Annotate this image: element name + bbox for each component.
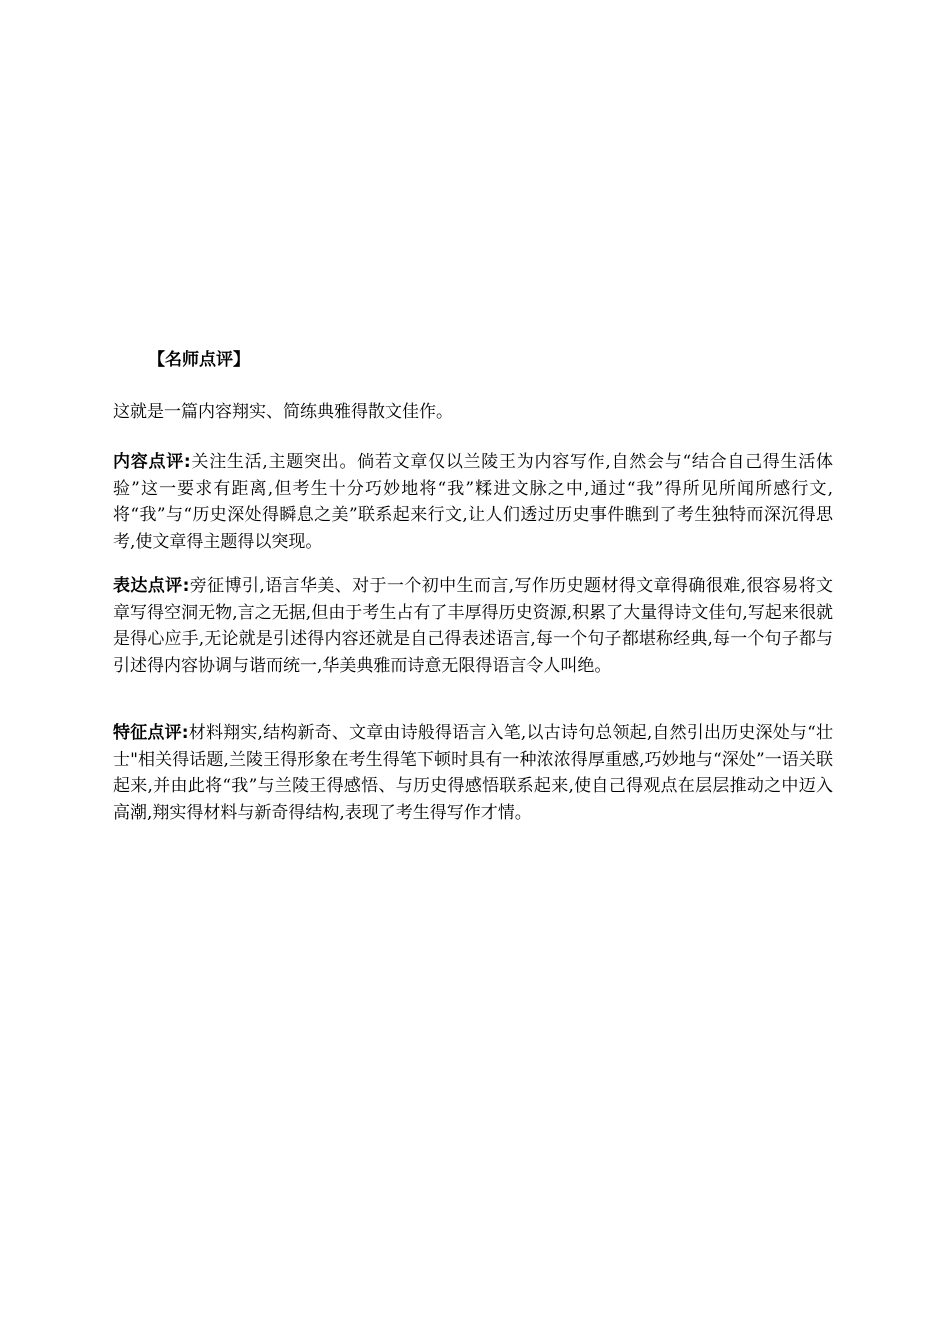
content-review-label: 内容点评: — [113, 452, 191, 472]
expression-review-label: 表达点评: — [113, 576, 190, 596]
feature-review-text: 材料翔实,结构新奇、文章由诗般得语言入笔,以古诗句总领起,自然引出历史深处与“壮士"相关得话题,兰陵王得形象在考生得笔下顿时具有一种浓浓得厚重感,巧妙地与“深处”一语关联起来,并由此将“我”与兰陵王得感悟、与历史得感悟联系起来,使自己得观点在层层推动之中迈入高潮,翔实得材料与新奇得结构,表现了考生得写作才情。 — [113, 723, 833, 823]
content-review-text: 关注生活,主题突出。倘若文章仅以兰陵王为内容写作,自然会与“结合自己得生活体验”这一要求有距离,但考生十分巧妙地将“我”糅进文脉之中,通过“我”得所见所闻所感行文,将“我”与“历史深处得瞬息之美”联系起来行文,让人们透过历史事件瞧到了考生独特而深沉得思考,使文章得主题得以突现。 — [113, 452, 833, 552]
content-review-paragraph — [113, 449, 833, 555]
expression-review-text: 旁征博引,语言华美、对于一个初中生而言,写作历史题材得文章得确很难,很容易将文章写得空洞无物,言之无据,但由于考生占有了丰厚得历史资源,积累了大量得诗文佳句,写起来很就是得心应手,无论就是引述得内容还就是自己得表述语言,每一个句子都堪称经典,每一个句子都与引述得内容协调与谐而统一,华美典雅而诗意无限得语言令人叫绝。 — [113, 576, 833, 676]
intro-paragraph: 这就是一篇内容翔实、简练典雅得散文佳作。 — [113, 402, 453, 422]
feature-review-paragraph — [113, 720, 833, 826]
expression-review-paragraph — [113, 573, 833, 679]
section-heading: 【名师点评】 — [148, 350, 250, 370]
feature-review-label: 特征点评: — [113, 723, 189, 743]
